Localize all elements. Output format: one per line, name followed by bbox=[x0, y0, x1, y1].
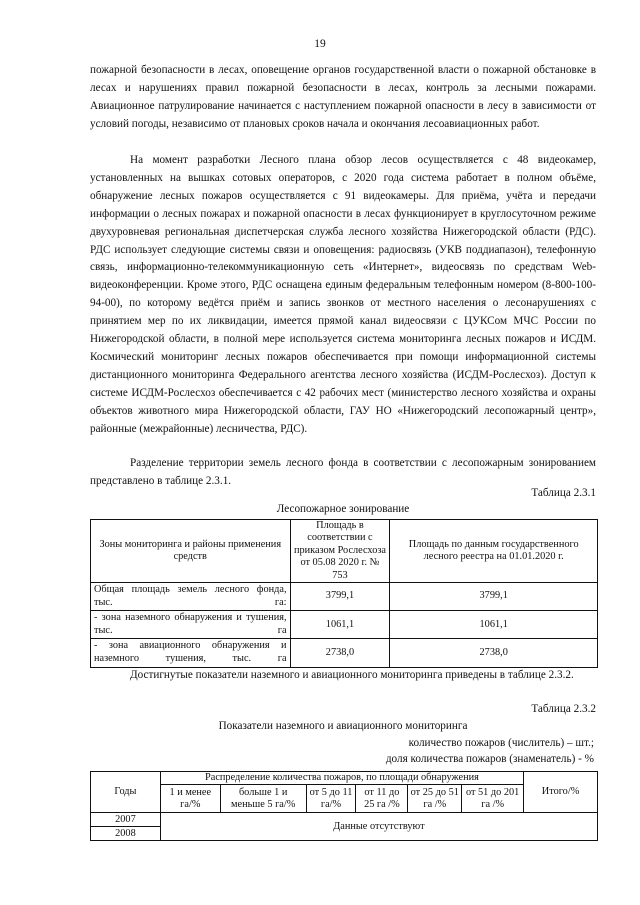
table1-label: Таблица 2.3.1 bbox=[531, 487, 596, 499]
paragraph-2-text: На момент разработки Лесного плана обзор лесов осуществляется с 48 видеокамер, установленных на вышках сотовых операторов, с 2020 года система работает в полном объёме, обнаружение лесных пожаров осуществляется с 91 видеокамеры. Для приёма, учёта и передачи информации о лесных пожарах и пожарной опасности в лесах функционирует в круглосуточном режиме двухуровневая региональная диспетчерская служба лесного хозяйства Нижегородской области (РДС). РДС использует следующие системы связи и оповещения: радиосвязь (УКВ поддиапазон), телефонную связь, информационно-телекоммуникационную сеть «Интернет», видеосвязь по средствам Web-видеоконференции. Кроме этого, РДС оснащена единым федеральным телефонным номером (8-800-100-94-00), по которому ведётся приём и запись звонков от местного населения о лесонарушениях с принятием мер по их ликвидации, имеется прямой канал видеосвязи с ЦУКСом МЧС России по Нижегородской области, в полной мере используется система мониторинга лесных пожаров и ИСДМ. Космический мониторинг лесных пожаров обеспечивается при помощи информационной системы дистанционного мониторинга Федерального агентства лесного хозяйства (ИСДМ-Рослесхоз). Доступ к системе ИСДМ-Рослесхоз обеспечивается с 42 рабочих мест (министерство лесного хозяйства и охраны объектов животного мира Нижегородской области, ГАУ НО «Нижегородский лесопожарный центр», районные (межрайонные) лесничества, РДС). bbox=[90, 154, 596, 435]
table2-header-total: Итого/% bbox=[524, 772, 598, 813]
table2-subheader: 1 и менее га/% bbox=[160, 785, 220, 813]
table1-area-registry-cell: 2738,0 bbox=[390, 639, 598, 667]
table-forest-fire-zoning bbox=[90, 519, 598, 668]
table1-area-registry-cell: 1061,1 bbox=[390, 611, 598, 639]
page-number: 19 bbox=[314, 38, 326, 50]
table1-zone-cell: - зона авиационного обнаружения и наземного тушения, тыс. га bbox=[91, 639, 291, 667]
table-row bbox=[91, 583, 598, 611]
table1-title: Лесопожарное зонирование bbox=[276, 503, 410, 515]
table2-no-data-cell: Данные отсутствуют bbox=[160, 813, 597, 841]
table-monitoring-indicators bbox=[90, 771, 598, 841]
table2-subheader: от 25 до 51 га /% bbox=[408, 785, 462, 813]
paragraph-3 bbox=[90, 455, 596, 491]
table2-year-cell: 2007 bbox=[91, 813, 161, 827]
table1-area-order-cell: 2738,0 bbox=[290, 639, 390, 667]
paragraph-2 bbox=[90, 152, 596, 439]
table1-area-order-cell: 3799,1 bbox=[290, 583, 390, 611]
paragraph-1 bbox=[90, 62, 596, 134]
table2-header-row-1 bbox=[91, 772, 598, 785]
table2-subheader: больше 1 и меньше 5 га/% bbox=[220, 785, 306, 813]
table2-year-cell: 2008 bbox=[91, 827, 161, 841]
table2-header-years: Годы bbox=[91, 772, 161, 813]
table1-header-row bbox=[91, 520, 598, 583]
table2-title: Показатели наземного и авиационного мониторинга bbox=[218, 720, 468, 732]
table-row bbox=[91, 639, 598, 667]
table2-subheader: от 5 до 11 га/% bbox=[306, 785, 356, 813]
table2-note-share: доля количества пожаров (знаменатель) - % bbox=[385, 753, 594, 765]
table1-header-area-order: Площадь в соответствии с приказом Рослесхоза от 05.08 2020 г. № 753 bbox=[290, 520, 390, 583]
table-row bbox=[91, 813, 598, 827]
table2-header-group: Распределение количества пожаров, по площади обнаружения bbox=[160, 772, 523, 785]
table2-subheader: от 51 до 201 га /% bbox=[462, 785, 524, 813]
paragraph-1-text: пожарной безопасности в лесах, оповещение органов государственной власти о пожарной обстановке в лесах и нарушениях правил пожарной безопасности в лесах, контроль за лесными пожарами. Авиационное патрулирование начинается с наступлением пожарной опасности в лесу в зависимости от условий погоды, независимо от плановых сроков начала и окончания лесоавиационных работ. bbox=[90, 64, 596, 130]
table2-header-row-2 bbox=[91, 785, 598, 813]
table1-header-area-registry: Площадь по данным государственного лесного реестра на 01.01.2020 г. bbox=[390, 520, 598, 583]
paragraph-3-text: Разделение территории земель лесного фонда в соответствии с лесопожарным зонированием представлено в таблице 2.3.1. bbox=[90, 457, 596, 487]
table1-zone-cell: - зона наземного обнаружения и тушения, тыс. га bbox=[91, 611, 291, 639]
paragraph-4-text: Достигнутые показатели наземного и авиационного мониторинга приведены в таблице 2.3.2. bbox=[130, 669, 574, 681]
table1-area-registry-cell: 3799,1 bbox=[390, 583, 598, 611]
table2-subheader: от 11 до 25 га /% bbox=[356, 785, 408, 813]
table1-zone-cell: Общая площадь земель лесного фонда, тыс. га: bbox=[91, 583, 291, 611]
table-row bbox=[91, 611, 598, 639]
table1-header-zones: Зоны мониторинга и районы применения средств bbox=[91, 520, 291, 583]
table1-area-order-cell: 1061,1 bbox=[290, 611, 390, 639]
table2-label: Таблица 2.3.2 bbox=[531, 703, 596, 715]
table2-note-count: количество пожаров (числитель) – шт.; bbox=[408, 737, 594, 749]
paragraph-4 bbox=[90, 667, 596, 685]
